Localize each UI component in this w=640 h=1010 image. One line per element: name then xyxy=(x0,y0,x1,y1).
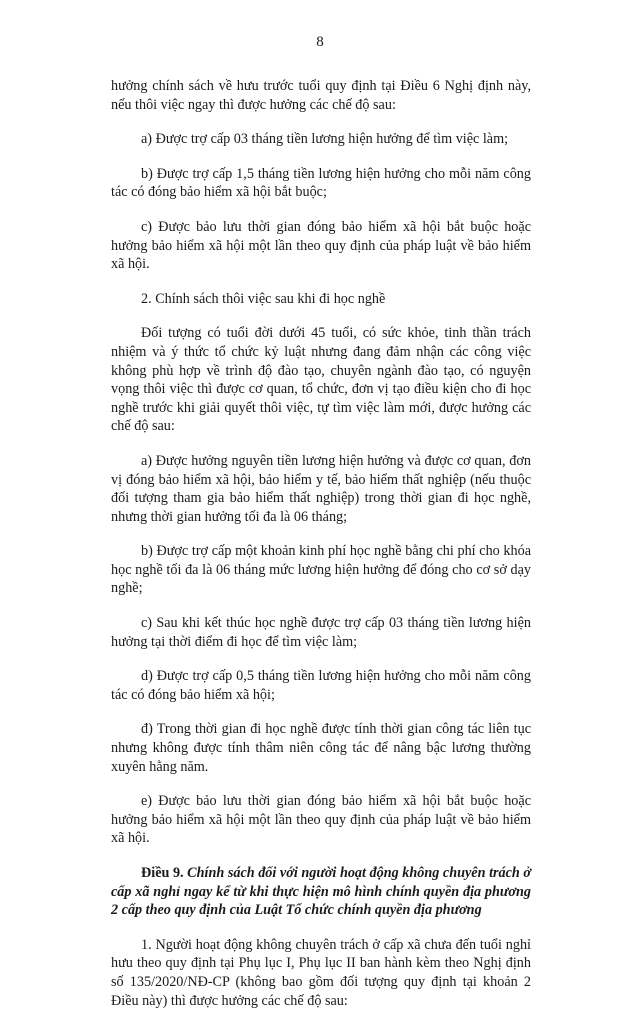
page-number: 8 xyxy=(316,34,324,50)
paragraph-item-e: e) Được bảo lưu thời gian đóng bảo hiểm xã hội bắt buộc hoặc hưởng bảo hiểm xã hội một lần theo quy định của pháp luật về bảo hiểm xã hội. xyxy=(111,793,531,847)
document-body xyxy=(111,77,531,1010)
paragraph-eligibility: Đối tượng có tuổi đời dưới 45 tuổi, có sức khỏe, tinh thần trách nhiệm và ý thức tổ chức kỷ luật nhưng đang đảm nhận các công việc không phù hợp về trình độ đào tạo, chuyên ngành đào tạo, có nguyện vọng thôi việc thì được cơ quan, tổ chức, đơn vị tạo điều kiện cho đi học nghề trước khi giải quyết thôi việc, tự tìm việc làm mới, được hưởng các chế độ sau: xyxy=(111,325,531,435)
paragraph-item-dd: đ) Trong thời gian đi học nghề được tính thời gian công tác liên tục nhưng không được tính thâm niên công tác để nâng bậc lương thường xuyên hằng năm. xyxy=(111,721,531,775)
article-title: Chính sách đối với người hoạt động không chuyên trách ở cấp xã nghỉ ngay kể từ khi thực hiện mô hình chính quyền địa phương 2 cấp theo quy định của Luật Tổ chức chính quyền địa phương xyxy=(111,865,531,919)
paragraph-item-b: b) Được trợ cấp một khoản kinh phí học nghề bằng chi phí cho khóa học nghề tối đa là 06 tháng mức lương hiện hưởng để đóng cho cơ sở dạy nghề; xyxy=(111,543,531,597)
paragraph-item-b: b) Được trợ cấp 1,5 tháng tiền lương hiện hưởng cho mỗi năm công tác có đóng bảo hiểm xã hội bắt buộc; xyxy=(111,165,531,201)
paragraph-item-c: c) Sau khi kết thúc học nghề được trợ cấp 03 tháng tiền lương hiện hưởng tại thời điểm đi học để tìm việc làm; xyxy=(111,615,531,650)
paragraph-item-d: d) Được trợ cấp 0,5 tháng tiền lương hiện hưởng cho mỗi năm công tác có đóng bảo hiểm xã hội; xyxy=(111,668,531,703)
paragraph-item-c: c) Được bảo lưu thời gian đóng bảo hiểm xã hội bắt buộc hoặc hưởng bảo hiểm xã hội một lần theo quy định của pháp luật về bảo hiểm xã hội. xyxy=(111,218,531,273)
section-heading-2: 2. Chính sách thôi việc sau khi đi học nghề xyxy=(141,290,386,307)
paragraph-continuation: hưởng chính sách về hưu trước tuổi quy định tại Điều 6 Nghị định này, nếu thôi việc ngay thì được hưởng các chế độ sau: xyxy=(111,78,531,113)
paragraph-item-a: a) Được hưởng nguyên tiền lương hiện hưởng và được cơ quan, đơn vị đóng bảo hiểm xã hội, bảo hiểm y tế, bảo hiểm thất nghiệp (nếu thuộc đối tượng tham gia bảo hiểm thất nghiệp) trong thời gian đi học nghề, nhưng thời gian hưởng tối đa là 06 tháng; xyxy=(111,452,531,525)
paragraph-clause-1: 1. Người hoạt động không chuyên trách ở cấp xã chưa đến tuổi nghỉ hưu theo quy định tại Phụ lục I, Phụ lục II ban hành kèm theo Nghị định số 135/2020/NĐ-CP (không bao gồm đối tượng quy định tại khoản 2 Điều này) thì được hưởng các chế độ sau: xyxy=(111,936,531,1009)
article-heading xyxy=(111,864,531,920)
article-label: Điều 9. xyxy=(141,865,184,881)
paragraph-item-a: a) Được trợ cấp 03 tháng tiền lương hiện hưởng để tìm việc làm; xyxy=(141,131,509,148)
